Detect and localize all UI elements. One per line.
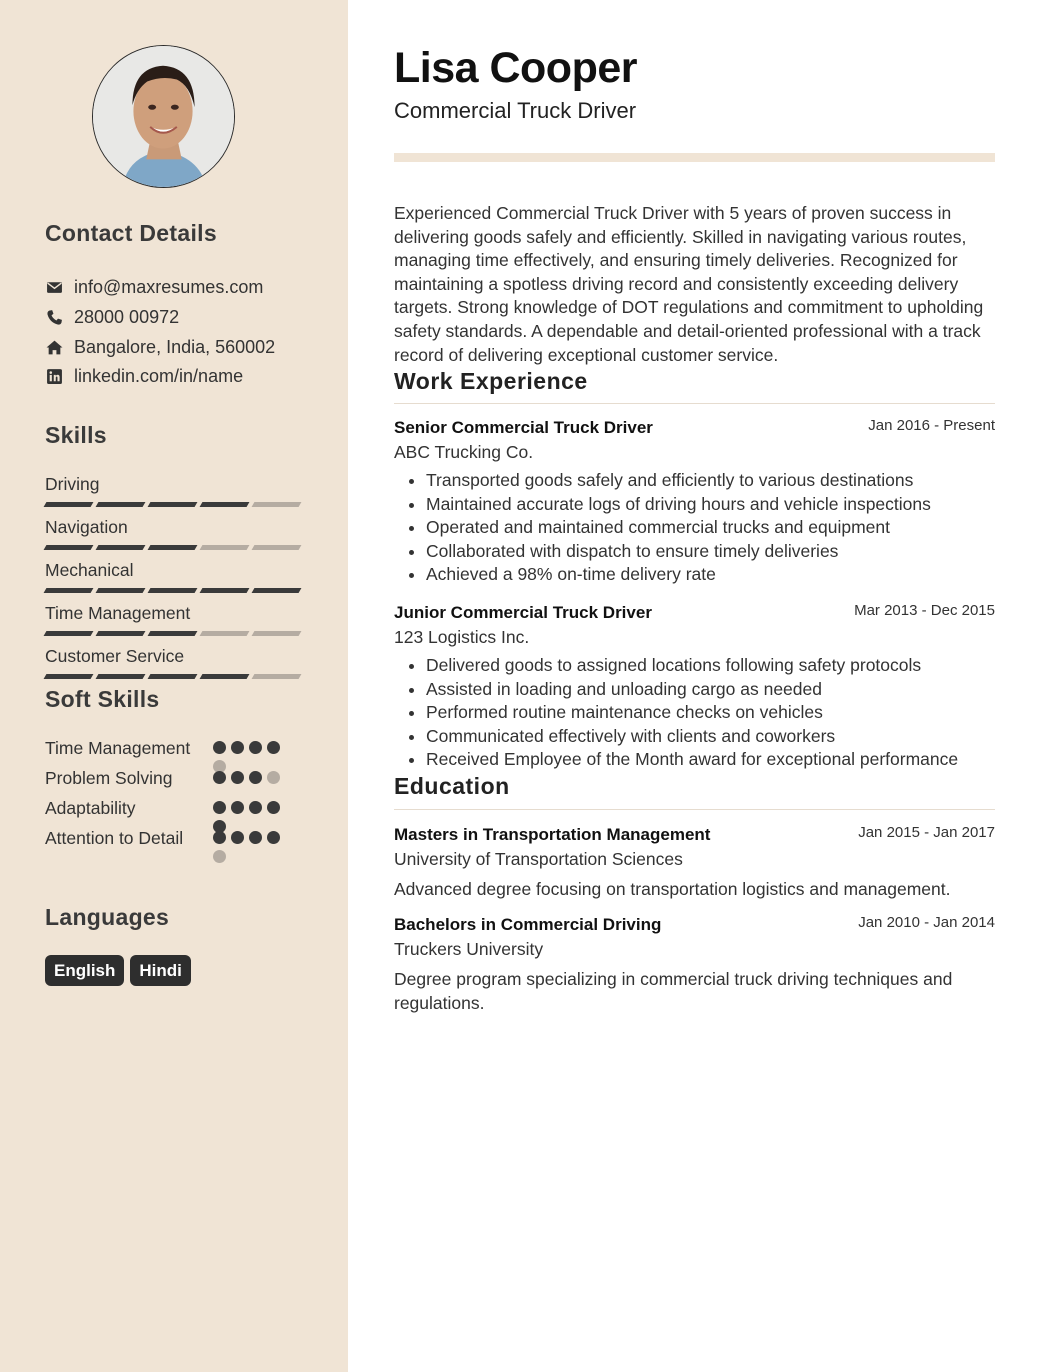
address-text: Bangalore, India, 560002	[74, 336, 276, 357]
avatar	[92, 45, 235, 188]
header-divider	[394, 153, 995, 162]
skill-level-segment	[252, 674, 302, 679]
skill-item	[45, 471, 305, 514]
skill-name: Navigation	[45, 517, 128, 537]
envelope-icon	[45, 279, 63, 297]
rating-dot	[249, 831, 262, 844]
contact-address	[45, 332, 335, 362]
job-bullet: • Maintained accurate logs of driving hours and vehicle inspections	[426, 493, 995, 517]
languages-list	[45, 955, 191, 986]
rating-dot	[267, 801, 280, 814]
skill-level-segment	[96, 545, 146, 550]
rating-dot	[213, 741, 226, 754]
rating-dot	[213, 850, 226, 863]
job-role: Junior Commercial Truck Driver	[394, 603, 652, 622]
education-heading: Education	[394, 773, 510, 799]
skill-level-bar	[45, 502, 305, 507]
contact-email	[45, 273, 335, 303]
job-dates: Mar 2013 - Dec 2015	[854, 602, 995, 619]
skill-level-segment	[148, 588, 198, 593]
skill-level-segment	[252, 502, 302, 507]
job-bullet: • Collaborated with dispatch to ensure timely deliveries	[426, 540, 995, 564]
job-entry	[394, 601, 995, 772]
rating-dot	[267, 831, 280, 844]
job-bullet: • Received Employee of the Month award for exceptional performance	[426, 748, 995, 772]
contact-phone	[45, 303, 335, 333]
skill-level-bar	[45, 588, 305, 593]
skill-level-bar	[45, 631, 305, 636]
skill-level-segment	[148, 545, 198, 550]
skill-level-segment	[44, 502, 94, 507]
skill-level-segment	[200, 674, 250, 679]
soft-skill-name: Problem Solving	[45, 768, 173, 788]
main-content	[348, 0, 1040, 1372]
education-dates: Jan 2010 - Jan 2014	[858, 914, 995, 931]
soft-skills-list	[45, 736, 305, 856]
skill-level-bar	[45, 545, 305, 550]
skill-level-segment	[252, 588, 302, 593]
soft-skill-item	[45, 826, 305, 850]
summary-text: Experienced Commercial Truck Driver with 5 years of proven success in delivering goods safely and efficiently. Skilled in navigating various routes, managing time effectively, and ensuring timely deliveries. Recognized for maintaining a spotless driving record and consistently exceeding delivery targets. Strong knowledge of DOT regulations and commitment to upholding safety standards. A dependable and detail-oriented professional with a track record of delivering exceptional customer service.	[394, 203, 984, 365]
job-role: Senior Commercial Truck Driver	[394, 418, 653, 437]
rating-dot	[231, 801, 244, 814]
school-name: University of Transportation Sciences	[394, 849, 683, 869]
degree-name: Masters in Transportation Management	[394, 825, 711, 844]
profile-photo	[93, 46, 234, 187]
skill-level-segment	[44, 545, 94, 550]
skill-name: Time Management	[45, 603, 191, 623]
education-dates: Jan 2015 - Jan 2017	[858, 824, 995, 841]
skill-level-segment	[148, 502, 198, 507]
soft-skill-name: Attention to Detail	[45, 828, 184, 848]
soft-skill-rating	[213, 771, 293, 784]
rating-dot	[231, 831, 244, 844]
job-bullet: • Performed routine maintenance checks on vehicles	[426, 701, 995, 725]
job-bullets	[394, 469, 995, 587]
skill-name: Mechanical	[45, 560, 134, 580]
rating-dot	[267, 771, 280, 784]
degree-name: Bachelors in Commercial Driving	[394, 915, 662, 934]
job-bullet: • Assisted in loading and unloading cargo as needed	[426, 678, 995, 702]
rating-dot	[249, 801, 262, 814]
skill-level-segment	[96, 674, 146, 679]
work-divider	[394, 403, 995, 404]
linkedin-text[interactable]: linkedin.com/in/name	[74, 366, 244, 387]
skill-level-segment	[44, 588, 94, 593]
skill-level-segment	[200, 631, 250, 636]
rating-dot	[249, 741, 262, 754]
skill-level-segment	[148, 674, 198, 679]
job-bullet: • Delivered goods to assigned locations following safety protocols	[426, 654, 995, 678]
education-description: Advanced degree focusing on transportation logistics and management.	[394, 879, 951, 899]
languages-heading: Languages	[45, 904, 170, 930]
email-text[interactable]: info@maxresumes.com	[74, 277, 264, 298]
soft-skill-name: Adaptability	[45, 798, 136, 818]
rating-dot	[213, 771, 226, 784]
job-bullet: • Operated and maintained commercial trucks and equipment	[426, 516, 995, 540]
soft-skill-item	[45, 766, 305, 790]
skill-level-segment	[200, 502, 250, 507]
candidate-name: Lisa Cooper	[394, 44, 637, 92]
skill-level-segment	[44, 631, 94, 636]
sidebar	[0, 0, 348, 1372]
skill-item	[45, 600, 305, 643]
job-company: 123 Logistics Inc.	[394, 627, 530, 647]
work-heading: Work Experience	[394, 368, 588, 394]
skill-level-segment	[252, 631, 302, 636]
rating-dot	[231, 741, 244, 754]
education-description: Degree program specializing in commercial truck driving techniques and regulations.	[394, 969, 953, 1013]
education-divider	[394, 809, 995, 810]
education-entry	[394, 823, 995, 901]
skills-heading: Skills	[45, 422, 107, 448]
job-bullet: • Achieved a 98% on-time delivery rate	[426, 563, 995, 587]
skill-item	[45, 557, 305, 600]
skill-level-segment	[44, 674, 94, 679]
job-company: ABC Trucking Co.	[394, 442, 534, 462]
skill-item	[45, 514, 305, 557]
skill-level-segment	[96, 502, 146, 507]
skill-level-segment	[200, 545, 250, 550]
skill-level-segment	[148, 631, 198, 636]
rating-dot	[213, 831, 226, 844]
skill-item	[45, 643, 305, 686]
skill-name: Customer Service	[45, 646, 185, 666]
school-name: Truckers University	[394, 939, 544, 959]
skill-level-segment	[96, 588, 146, 593]
soft-skills-heading: Soft Skills	[45, 686, 160, 712]
job-entry	[394, 416, 995, 587]
linkedin-icon	[45, 368, 63, 386]
skill-name: Driving	[45, 474, 100, 494]
phone-text: 28000 00972	[74, 307, 180, 328]
skill-level-bar	[45, 674, 305, 679]
job-dates: Jan 2016 - Present	[868, 417, 995, 434]
soft-skill-item	[45, 736, 305, 760]
contact-heading: Contact Details	[45, 220, 217, 246]
contact-list	[45, 273, 335, 392]
skill-level-segment	[200, 588, 250, 593]
language-tag: English	[45, 955, 124, 986]
home-icon	[45, 338, 63, 356]
rating-dot	[213, 801, 226, 814]
job-bullet: • Communicated effectively with clients and coworkers	[426, 725, 995, 749]
skill-level-segment	[96, 631, 146, 636]
skills-list	[45, 471, 305, 686]
soft-skill-name: Time Management	[45, 738, 191, 758]
rating-dot	[267, 741, 280, 754]
job-bullet: • Transported goods safely and efficiently to various destinations	[426, 469, 995, 493]
education-entry	[394, 913, 995, 1015]
job-bullets	[394, 654, 995, 772]
language-tag: Hindi	[130, 955, 191, 986]
skill-level-segment	[252, 545, 302, 550]
contact-linkedin	[45, 362, 335, 392]
phone-icon	[45, 309, 63, 327]
soft-skill-rating	[213, 831, 293, 863]
rating-dot	[231, 771, 244, 784]
job-title: Commercial Truck Driver	[394, 98, 637, 123]
rating-dot	[249, 771, 262, 784]
soft-skill-item	[45, 796, 305, 820]
